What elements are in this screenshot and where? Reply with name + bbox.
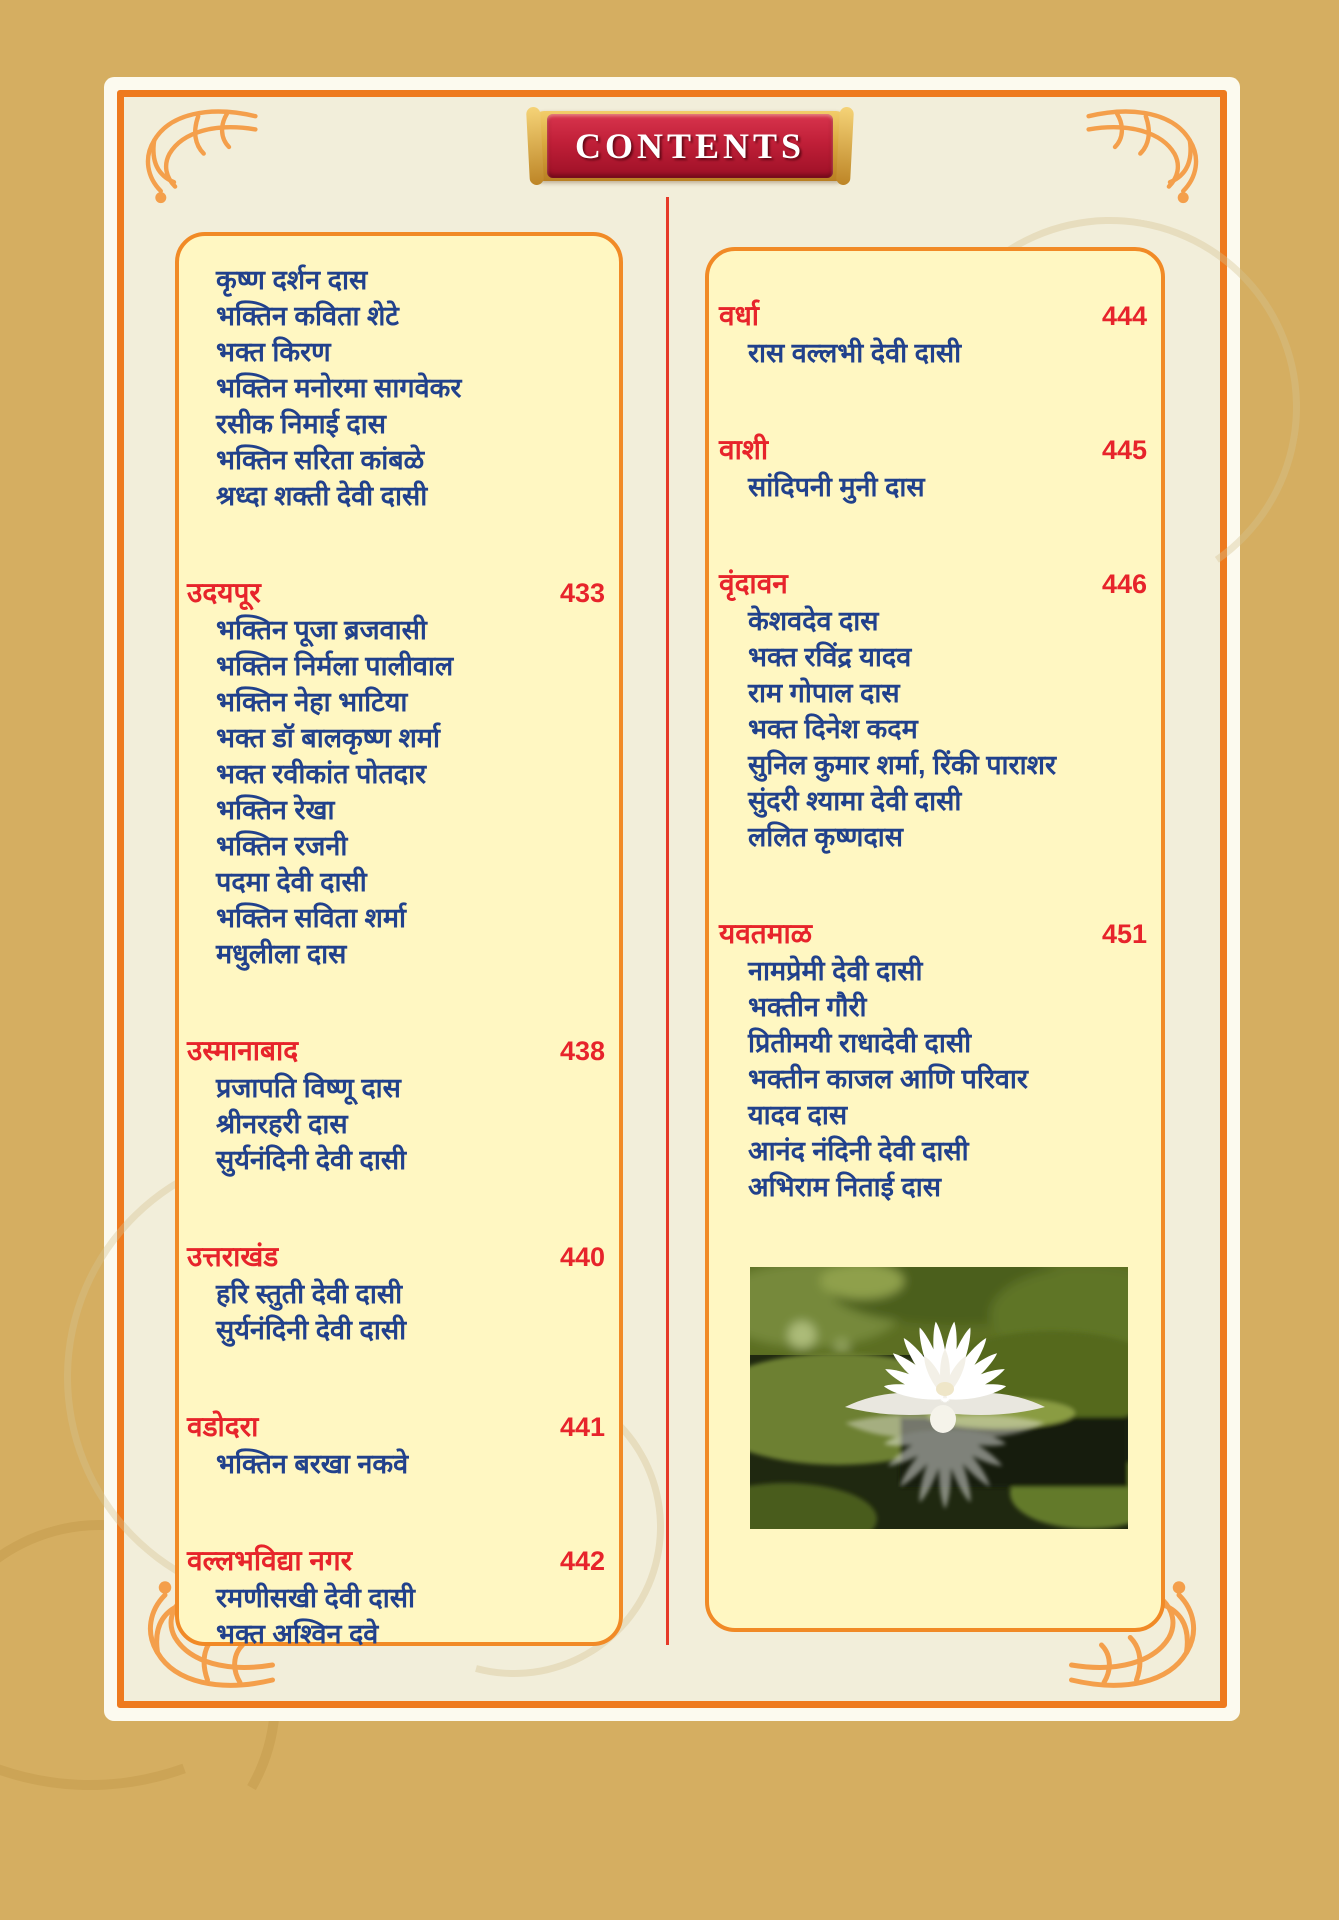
section-heading-row [185,1238,607,1276]
toc-entry: श्रध्दा शक्ती देवी दासी [216,481,428,511]
section-city: वाशी [719,434,769,465]
section-heading-row [717,915,1149,953]
toc-entry: भक्त रवीकांत पोतदार [216,759,427,789]
section-entries [185,262,607,514]
section-heading-row [185,1542,607,1580]
toc-entry: सुर्यनंदिनी देवी दासी [216,1145,407,1175]
toc-entry: भक्तिन बरखा नकवे [216,1449,409,1479]
section-entries [717,469,1149,505]
section-heading-row [185,574,607,612]
section-entries [185,1580,607,1652]
toc-entry: आनंद नंदिनी देवी दासी [748,1136,969,1166]
contents-banner [534,111,846,181]
toc-entry: भक्तीन गौरी [748,992,867,1022]
right-contents-panel [705,247,1165,1632]
section-page-number: 446 [1101,569,1147,599]
toc-entry: रमणीसखी देवी दासी [216,1583,415,1613]
toc-entry: सुर्यनंदिनी देवी दासी [216,1315,407,1345]
section-city: उत्तराखंड [187,1241,279,1272]
toc-entry: भक्तिन सरिता कांबळे [216,445,425,475]
section-city: वर्धा [719,300,760,331]
section-heading-row [717,431,1149,469]
section-entries [717,335,1149,371]
section-page-number: 441 [559,1412,605,1442]
toc-entry: भक्तिन निर्मला पालीवाल [216,651,454,681]
section-city: वल्लभविद्या नगर [187,1545,353,1576]
section-page-number: 451 [1101,919,1147,949]
section-entries [185,1070,607,1178]
section-page-number: 445 [1101,435,1147,465]
section-city: उस्मानाबाद [187,1035,299,1066]
toc-entry: नामप्रेमी देवी दासी [748,956,923,986]
section-heading-row [717,297,1149,335]
toc-entry: हरि स्तुती देवी दासी [216,1279,403,1309]
toc-entry: ललित कृष्णदास [748,822,904,852]
toc-entry: भक्त दिनेश कदम [748,714,918,744]
toc-entry: पदमा देवी दासी [216,867,367,897]
section-entries [185,1276,607,1348]
page-title: CONTENTS [574,126,806,166]
left-contents-list [185,262,607,1652]
toc-entry: भक्त किरण [216,337,331,367]
section-city: उदयपूर [187,577,261,608]
section-entries [185,612,607,972]
toc-entry: यादव दास [748,1100,848,1130]
toc-entry: भक्तिन रेखा [216,795,335,825]
toc-entry: भक्त डॉ बालकृष्ण शर्मा [216,723,440,753]
section-city: वृंदावन [719,568,788,599]
left-contents-panel [175,232,623,1649]
toc-entry: भक्तिन कविता शेटे [216,301,399,331]
section-page-number: 438 [559,1036,605,1066]
toc-entry: भक्त रविंद्र यादव [748,642,912,672]
toc-entry: भक्तिन मनोरमा सागवेकर [216,373,462,403]
section-page-number: 442 [559,1546,605,1576]
section-heading-row [185,1408,607,1446]
section-heading-row [185,1032,607,1070]
toc-entry: सुंदरी श्यामा देवी दासी [748,786,962,816]
toc-entry: अभिराम निताई दास [748,1172,941,1202]
lotus-photo [750,1267,1128,1529]
toc-entry: भक्तिन रजनी [216,831,348,861]
toc-entry: सांदिपनी मुनी दास [748,472,925,502]
toc-entry: प्रजापति विष्णू दास [216,1073,401,1103]
toc-entry: केशवदेव दास [748,606,879,636]
toc-entry: भक्तिन सविता शर्मा [216,903,406,933]
column-divider [666,197,669,1645]
contents-banner-plate [547,114,833,178]
right-contents-list [717,297,1149,1205]
contents-page [117,90,1227,1708]
section-page-number: 433 [559,578,605,608]
toc-entry: रास वल्लभी देवी दासी [748,338,962,368]
toc-entry: राम गोपाल दास [748,678,900,708]
section-page-number: 444 [1101,301,1147,331]
toc-entry: भक्तिन पूजा ब्रजवासी [216,615,427,645]
corner-ornament-icon [1082,103,1214,235]
section-page-number: 440 [559,1242,605,1272]
toc-entry: भक्तिन नेहा भाटिया [216,687,408,717]
toc-entry: मधुलीला दास [216,939,347,969]
toc-entry: प्रितीमयी राधादेवी दासी [748,1028,972,1058]
toc-entry: भक्तीन काजल आणि परिवार [748,1064,1028,1094]
toc-entry: भक्त अश्विन दवे [216,1619,379,1649]
toc-entry: कृष्ण दर्शन दास [216,265,368,295]
corner-ornament-icon [130,103,262,235]
section-city: यवतमाळ [719,918,813,949]
section-entries [185,1446,607,1482]
toc-entry: श्रीनरहरी दास [216,1109,348,1139]
section-entries [717,603,1149,855]
toc-entry: रसीक निमाई दास [216,409,386,439]
toc-entry: सुनिल कुमार शर्मा, रिंकी पाराशर [748,750,1056,780]
section-city: वडोदरा [187,1411,259,1442]
section-heading-row [717,565,1149,603]
section-entries [717,953,1149,1205]
